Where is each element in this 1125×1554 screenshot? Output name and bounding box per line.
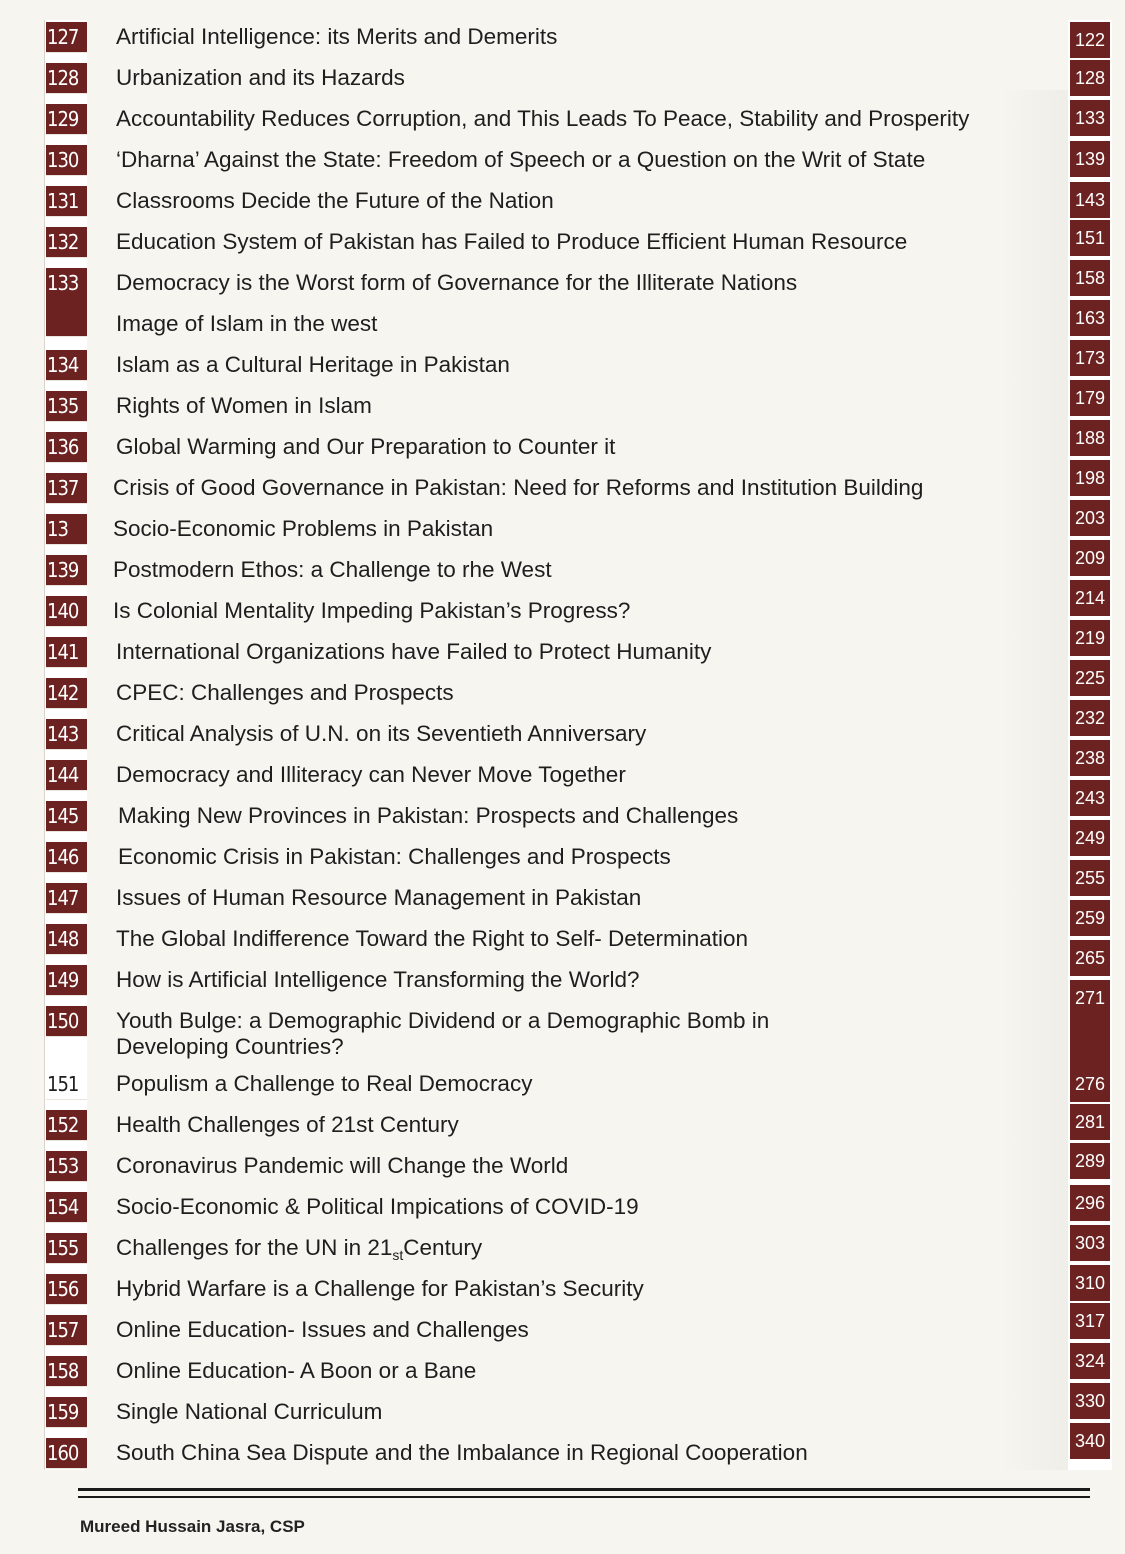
entry-number: 13: [46, 514, 87, 545]
entry-title: Economic Crisis in Pakistan: Challenges and Prospects: [118, 844, 671, 869]
page-number: 209: [1070, 540, 1110, 578]
entry-title: Artificial Intelligence: its Merits and Demerits: [116, 24, 558, 49]
entry-title: Urbanization and its Hazards: [116, 65, 405, 90]
entry-title: Global Warming and Our Preparation to Counter it: [116, 434, 616, 459]
entry-title: Democracy and Illiteracy can Never Move Together: [116, 762, 626, 787]
page-number: 122: [1070, 22, 1110, 60]
page-number: 128: [1070, 60, 1110, 98]
page-number: 198: [1070, 460, 1110, 498]
page-number: 219: [1070, 620, 1110, 658]
page-number: 139: [1070, 141, 1110, 179]
entry-number: 130: [46, 145, 87, 176]
entry-title-subscript: st: [392, 1247, 404, 1263]
entry-number: 129: [46, 104, 87, 135]
entry-number: 135: [46, 391, 87, 422]
entry-number: 150: [46, 1006, 87, 1037]
entry-number: 151: [46, 1069, 87, 1100]
page-number: 303: [1070, 1225, 1110, 1263]
entry-number: 158: [46, 1356, 87, 1387]
page-number: 232: [1070, 700, 1110, 738]
page-number: 214: [1070, 580, 1110, 618]
entry-number: 127: [46, 22, 87, 53]
entry-title: Online Education- A Boon or a Bane: [116, 1358, 477, 1383]
page-number: 255: [1070, 860, 1110, 898]
page-number: 163: [1070, 300, 1110, 338]
entry-title: Education System of Pakistan has Failed to Produce Efficient Human Resource: [116, 229, 908, 254]
entry-title: ‘Dharna’ Against the State: Freedom of Speech or a Question on the Writ of State: [116, 147, 926, 172]
entry-title-text-end: Century: [403, 1235, 483, 1260]
page-number: 238: [1070, 740, 1110, 778]
entry-title: Youth Bulge: a Demographic Dividend or a Demographic Bomb in Developing Countries?: [116, 1008, 770, 1059]
entry-title: Single National Curriculum: [116, 1399, 383, 1424]
page-number: 179: [1070, 380, 1110, 418]
entry-title: Hybrid Warfare is a Challenge for Pakistan’s Security: [116, 1276, 644, 1301]
entry-number: 160: [46, 1438, 87, 1469]
entry-number: 152: [46, 1110, 87, 1141]
page-number: 151: [1070, 220, 1110, 258]
page-number: 271: [1070, 980, 1110, 1018]
entry-title: Online Education- Issues and Challenges: [116, 1317, 529, 1342]
entry-number: 137: [46, 473, 87, 504]
entry-title: Islam as a Cultural Heritage in Pakistan: [116, 352, 510, 377]
entry-number: 159: [46, 1397, 87, 1428]
page-number: 265: [1070, 940, 1110, 978]
entry-number: 156: [46, 1274, 87, 1305]
entry-title: Socio-Economic Problems in Pakistan: [113, 516, 494, 541]
entry-title: Classrooms Decide the Future of the Nation: [116, 188, 554, 213]
entry-title: International Organizations have Failed to Protect Humanity: [116, 639, 712, 664]
entry-title: Rights of Women in Islam: [116, 393, 372, 418]
entry-title: Coronavirus Pandemic will Change the World: [116, 1153, 569, 1178]
page-number: 133: [1070, 100, 1110, 138]
page-number: 281: [1070, 1104, 1110, 1142]
page-number: 249: [1070, 820, 1110, 858]
entry-title: Democracy is the Worst form of Governance for the Illiterate Nations: [116, 270, 798, 295]
entry-number: 146: [46, 842, 87, 873]
entry-title: Critical Analysis of U.N. on its Seventieth Anniversary: [116, 721, 647, 746]
page-number: 259: [1070, 900, 1110, 938]
entry-title: How is Artificial Intelligence Transforming the World?: [116, 967, 640, 992]
entry-number: 140: [46, 596, 87, 627]
page-number: 317: [1070, 1303, 1110, 1341]
entry-number: 143: [46, 719, 87, 750]
entry-title: The Global Indifference Toward the Right to Self- Determination: [116, 926, 749, 951]
page-number: 310: [1070, 1265, 1110, 1303]
entry-number: 154: [46, 1192, 87, 1223]
entry-title: Issues of Human Resource Management in Pakistan: [116, 885, 642, 910]
page-number: 276: [1070, 1066, 1110, 1104]
entry-title-text: Challenges for the UN in 21: [116, 1235, 393, 1260]
entry-number: 131: [46, 186, 87, 217]
entry-number: 139: [46, 555, 87, 586]
page-number: 143: [1070, 182, 1110, 220]
entry-number: 132: [46, 227, 87, 258]
entry-number: 148: [46, 924, 87, 955]
entry-number: 134: [46, 350, 87, 381]
entry-number: 142: [46, 678, 87, 709]
entry-number: 149: [46, 965, 87, 996]
entry-number: 147: [46, 883, 87, 914]
page-number: 289: [1070, 1143, 1110, 1181]
entry-number: 157: [46, 1315, 87, 1346]
page-shadow: [1000, 90, 1068, 1470]
entry-title: [116, 1235, 482, 1268]
entry-title: Populism a Challenge to Real Democracy: [116, 1071, 533, 1096]
entry-number: 136: [46, 432, 87, 463]
page-number: 225: [1070, 660, 1110, 698]
page-number: 340: [1070, 1423, 1110, 1461]
entry-number: 153: [46, 1151, 87, 1182]
page-number: 188: [1070, 420, 1110, 458]
entry-number: 144: [46, 760, 87, 791]
entry-number: 141: [46, 637, 87, 668]
page-number: 330: [1070, 1383, 1110, 1421]
entry-title: Making New Provinces in Pakistan: Prospects and Challenges: [118, 803, 739, 828]
entry-number: 155: [46, 1233, 87, 1264]
entry-title: Accountability Reduces Corruption, and This Leads To Peace, Stability and Prosperity: [116, 106, 970, 131]
entry-number: 145: [46, 801, 87, 832]
entry-title: Crisis of Good Governance in Pakistan: Need for Reforms and Institution Building: [113, 475, 924, 500]
footer-author: Mureed Hussain Jasra, CSP: [80, 1517, 305, 1536]
entry-title: South China Sea Dispute and the Imbalance in Regional Cooperation: [116, 1440, 808, 1465]
page-number: 158: [1070, 260, 1110, 298]
footer-rule: [78, 1488, 1090, 1498]
page-number: 173: [1070, 340, 1110, 378]
page-number-blank: [1070, 1016, 1110, 1068]
entry-title: Socio-Economic & Political Impications of COVID-19: [116, 1194, 639, 1219]
entry-title: Health Challenges of 21st Century: [116, 1112, 459, 1137]
page-number: 203: [1070, 500, 1110, 538]
entry-title: Is Colonial Mentality Impeding Pakistan’s Progress?: [113, 598, 631, 623]
page-number: 243: [1070, 780, 1110, 818]
page-number: 324: [1070, 1343, 1110, 1381]
entry-number: 133: [46, 268, 87, 337]
entry-number: 128: [46, 63, 87, 94]
entry-title: Postmodern Ethos: a Challenge to rhe West: [113, 557, 552, 582]
entry-title: CPEC: Challenges and Prospects: [116, 680, 454, 705]
page-number: 296: [1070, 1185, 1110, 1223]
entry-title: Image of Islam in the west: [116, 311, 378, 336]
